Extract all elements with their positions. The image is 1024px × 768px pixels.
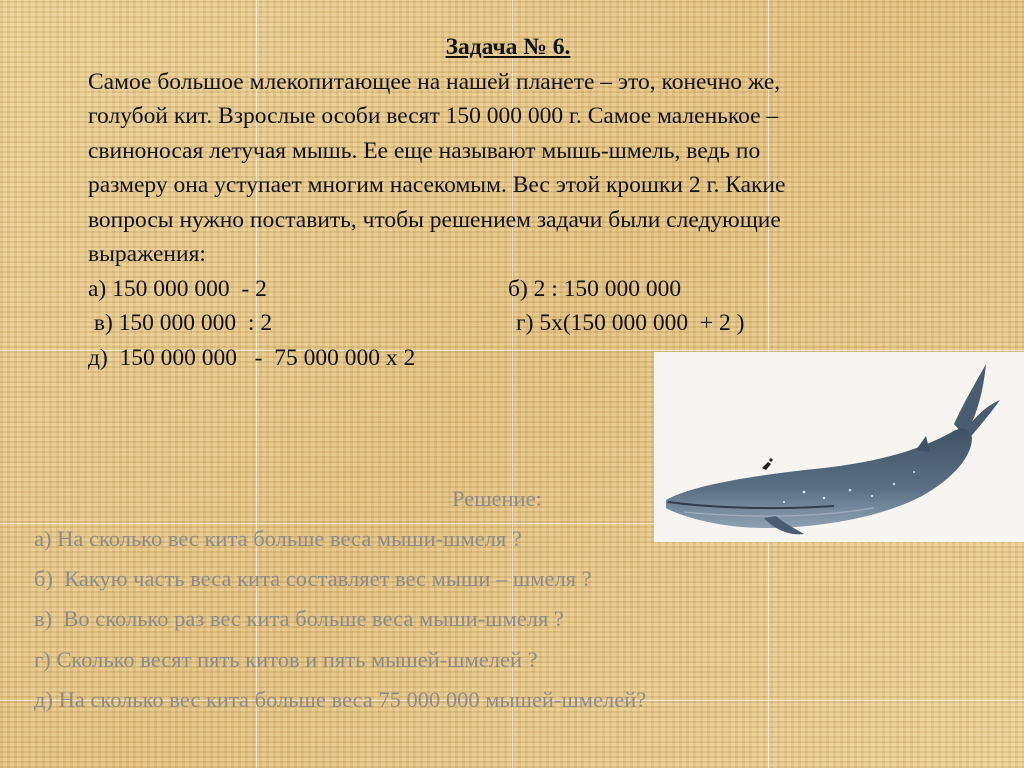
task-line: голубой кит. Взрослые особи весят 150 000 000 г. Самое маленькое – bbox=[88, 103, 779, 129]
expression-b: б) 2 : 150 000 000 bbox=[508, 275, 682, 302]
task-line: выражения: bbox=[88, 241, 206, 267]
expression-row bbox=[88, 306, 988, 341]
whale-image bbox=[654, 352, 1024, 542]
solution-title: Решение: bbox=[452, 486, 542, 511]
task-block bbox=[88, 30, 988, 375]
task-line: вопросы нужно поставить, чтобы решением задачи были следующие bbox=[88, 206, 781, 233]
solution-answer: д) На сколько вес кита больше веса 75 000 000 мышей-шмелей? bbox=[34, 687, 647, 712]
blue-whale-illustration-icon bbox=[654, 352, 1024, 542]
solution-answer: г) Сколько весят пять китов и пять мышей-шмелей ? bbox=[34, 647, 538, 672]
solution-answer: в) Во сколько раз вес кита больше веса мыши-шмеля ? bbox=[34, 606, 564, 631]
task-line: свиноносая летучая мышь. Ее еще называют мышь-шмель, ведь по bbox=[88, 137, 761, 164]
solution-answer: а) На сколько вес кита больше веса мыши-шмеля ? bbox=[34, 526, 522, 551]
solution-answer: б) Какую часть веса кита составляет вес мыши – шмеля ? bbox=[34, 566, 592, 591]
task-title: Задача № 6. bbox=[445, 34, 571, 60]
expression-v: в) 150 000 000 : 2 bbox=[88, 310, 273, 336]
task-line: размеру она уступает многим насекомым. Вес этой крошки 2 г. Какие bbox=[88, 172, 786, 198]
task-line: Самое большое млекопитающее на нашей планете – это, конечно же, bbox=[88, 68, 781, 95]
expression-g: г) 5х(150 000 000 + 2 ) bbox=[516, 310, 745, 336]
expression-d: д) 150 000 000 - 75 000 000 х 2 bbox=[88, 344, 416, 371]
expression-row bbox=[88, 272, 988, 307]
expression-a: а) 150 000 000 - 2 bbox=[88, 275, 267, 302]
